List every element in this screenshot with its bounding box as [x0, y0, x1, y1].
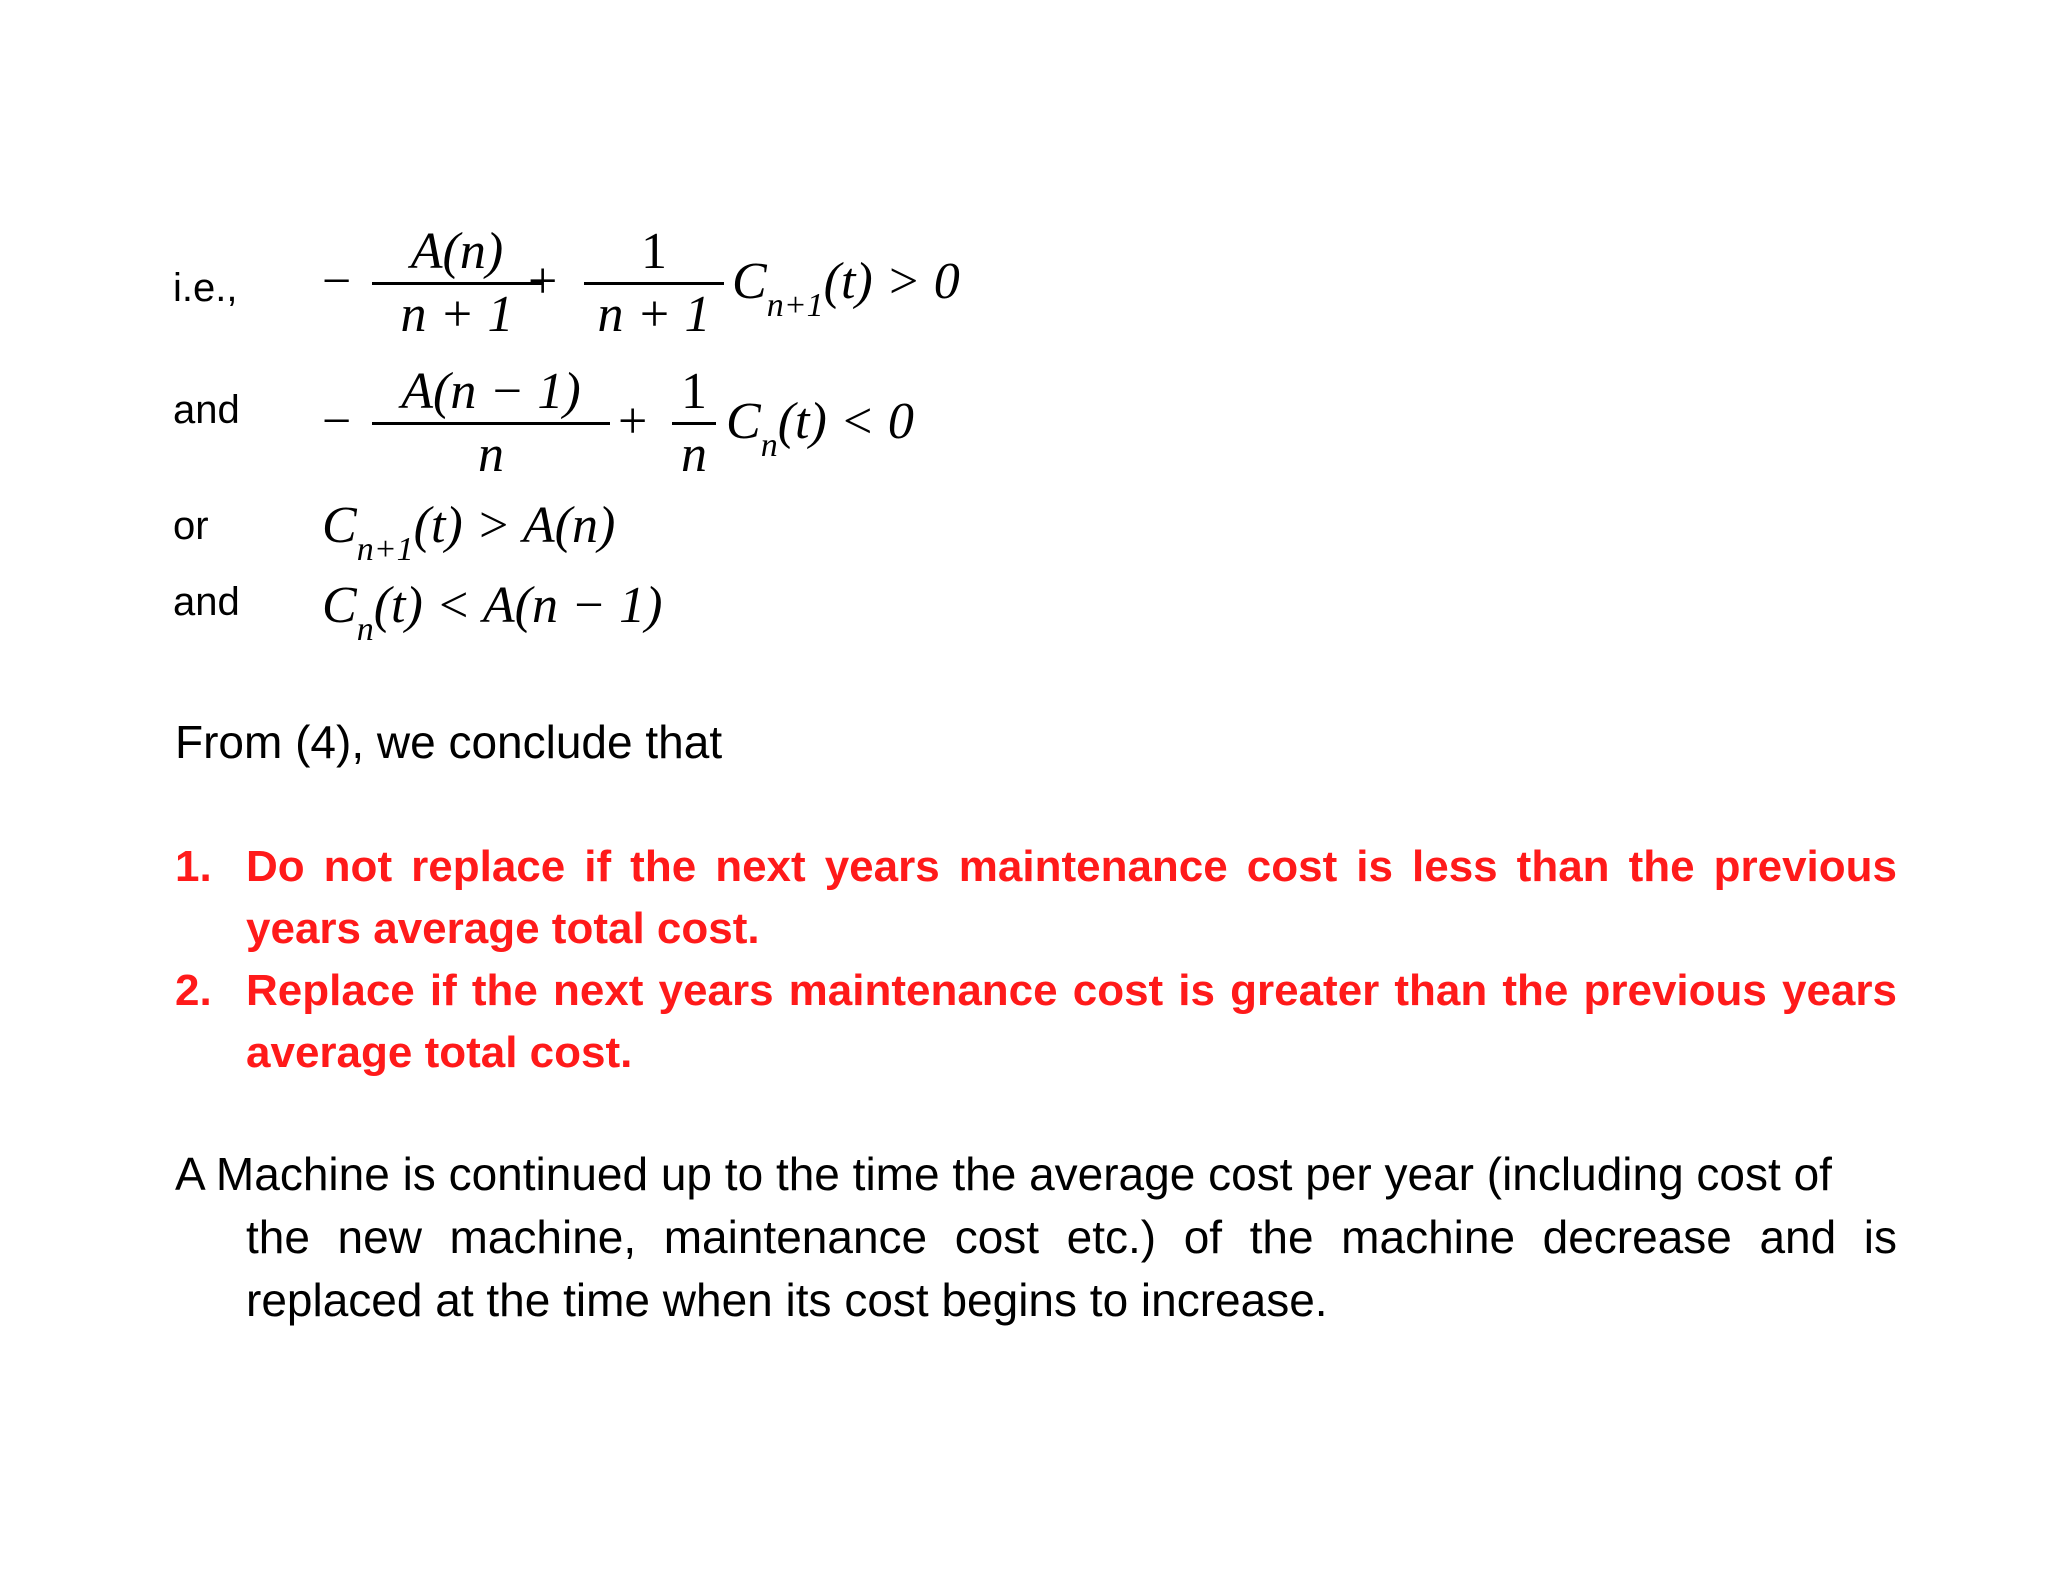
- eq3-tail: (t) > A(n): [413, 497, 616, 554]
- eq1-numerator-1: A(n): [410, 223, 504, 280]
- eq2-plus: +: [618, 393, 648, 450]
- eq4-tail: (t) < A(n − 1): [373, 577, 663, 634]
- paragraph-first-line: A Machine is continued up to the time the average cost per year (including cost of: [175, 1148, 1832, 1200]
- replacement-rules-list: [175, 836, 1897, 1084]
- eq4-c: C: [322, 577, 357, 634]
- eq2-numerator-2: 1: [681, 363, 707, 420]
- eq2-denominator-1: n: [478, 426, 504, 483]
- label-ie: i.e.,: [173, 266, 238, 310]
- eq1-denominator-1: n + 1: [400, 286, 514, 343]
- eq1-rhs: [732, 253, 960, 324]
- eq2-minus: −: [322, 393, 352, 450]
- eq1-fraction-1: [372, 222, 542, 345]
- eq2-tail: (t) < 0: [777, 393, 914, 450]
- eq4-subscript: n: [356, 611, 374, 648]
- equation-4: [322, 577, 663, 648]
- eq1-plus: +: [528, 253, 558, 310]
- rule-text: Replace if the next years maintenance cost is greater than the previous years average total cost.: [246, 966, 1897, 1077]
- rule-number: 2.: [175, 966, 212, 1015]
- eq2-fraction-2: [672, 362, 716, 485]
- rule-item: [175, 836, 1897, 960]
- eq3-subscript: n+1: [356, 531, 414, 568]
- eq2-fraction-1: [372, 362, 610, 485]
- eq1-c: C: [732, 253, 767, 310]
- eq2-subscript: n: [760, 427, 778, 464]
- equation-3: [322, 497, 616, 568]
- eq1-numerator-2: 1: [641, 223, 667, 280]
- eq1-minus: −: [322, 253, 352, 310]
- rule-number: 1.: [175, 842, 212, 891]
- eq2-numerator-1: A(n − 1): [401, 363, 581, 420]
- eq1-subscript: n+1: [766, 287, 824, 324]
- eq1-fraction-2: [584, 222, 724, 345]
- eq2-c: C: [726, 393, 761, 450]
- rule-item: [175, 960, 1897, 1084]
- machine-paragraph: [175, 1143, 1897, 1332]
- label-and-2: and: [173, 580, 240, 624]
- eq2-rhs: [726, 393, 914, 464]
- label-or: or: [173, 504, 209, 548]
- eq3-c: C: [322, 497, 357, 554]
- conclusion-intro: From (4), we conclude that: [175, 716, 723, 768]
- eq2-denominator-2: n: [681, 426, 707, 483]
- eq1-tail: (t) > 0: [823, 253, 960, 310]
- eq1-denominator-2: n + 1: [597, 286, 711, 343]
- label-and-1: and: [173, 388, 240, 432]
- rule-text: Do not replace if the next years maintenance cost is less than the previous years average total cost.: [246, 842, 1897, 953]
- paragraph-continuation: the new machine, maintenance cost etc.) of the machine decrease and is replaced at the time when its cost begins to increase.: [246, 1211, 1897, 1326]
